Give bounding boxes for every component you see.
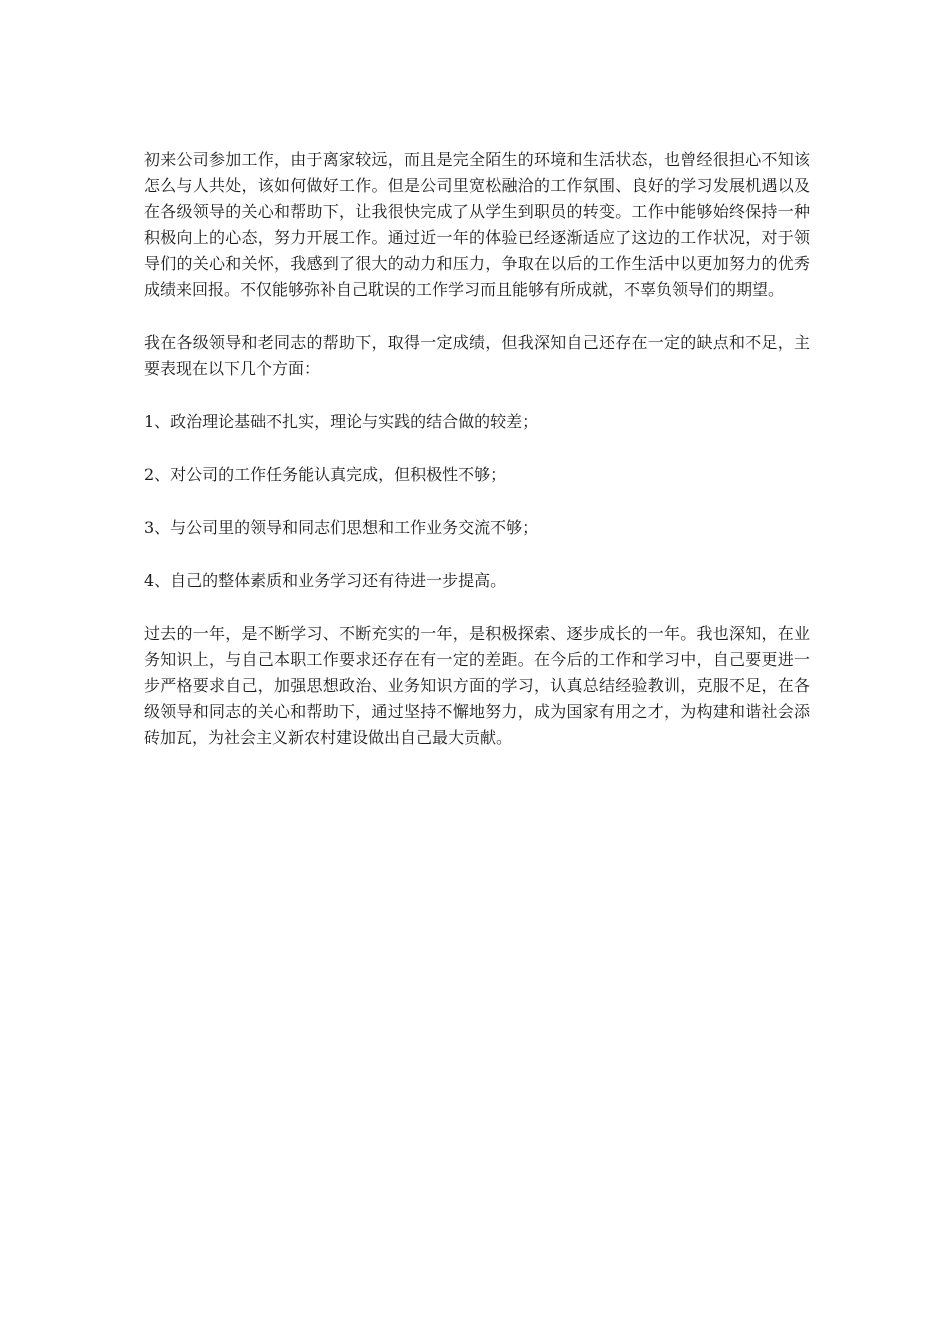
list-item: 4、自己的整体素质和业务学习还有待进一步提高。: [144, 571, 507, 590]
paragraph-shortcomings-intro: 我在各级领导和老同志的帮助下，取得一定成绩，但我深知自己还存在一定的缺点和不足，主要表现在以下几个方面：: [144, 333, 810, 378]
list-item: 1、政治理论基础不扎实，理论与实践的结合做的较差；: [144, 412, 539, 431]
document-body: [144, 147, 810, 778]
paragraph-intro: 初来公司参加工作，由于离家较远，而且是完全陌生的环境和生活状态，也曾经很担心不知该怎么与人共处，该如何做好工作。但是公司里宽松融洽的工作氛围、良好的学习发展机遇以及在各级领导的关心和帮助下，让我很快完成了从学生到职员的转变。工作中能够始终保持一种积极向上的心态，努力开展工作。通过近一年的体验已经逐渐适应了这边的工作状况，对于领导们的关心和关怀，我感到了很大的动力和压力，争取在以后的工作生活中以更加努力的优秀成绩来回报。不仅能够弥补自己耽误的工作学习而且能够有所成就，不辜负领导们的期望。: [144, 150, 810, 299]
paragraph-conclusion: 过去的一年，是不断学习、不断充实的一年，是积极探索、逐步成长的一年。我也深知，在业务知识上，与自己本职工作要求还存在有一定的差距。在今后的工作和学习中，自己要更进一步严格要求自己，加强思想政治、业务知识方面的学习，认真总结经验教训，克服不足，在各级领导和同志的关心和帮助下，通过坚持不懈地努力，成为国家有用之才，为构建和谐社会添砖加瓦，为社会主义新农村建设做出自己最大贡献。: [144, 624, 810, 747]
list-item: 3、与公司里的领导和同志们思想和工作业务交流不够；: [144, 518, 539, 537]
list-item: 2、对公司的工作任务能认真完成，但积极性不够；: [144, 465, 507, 484]
